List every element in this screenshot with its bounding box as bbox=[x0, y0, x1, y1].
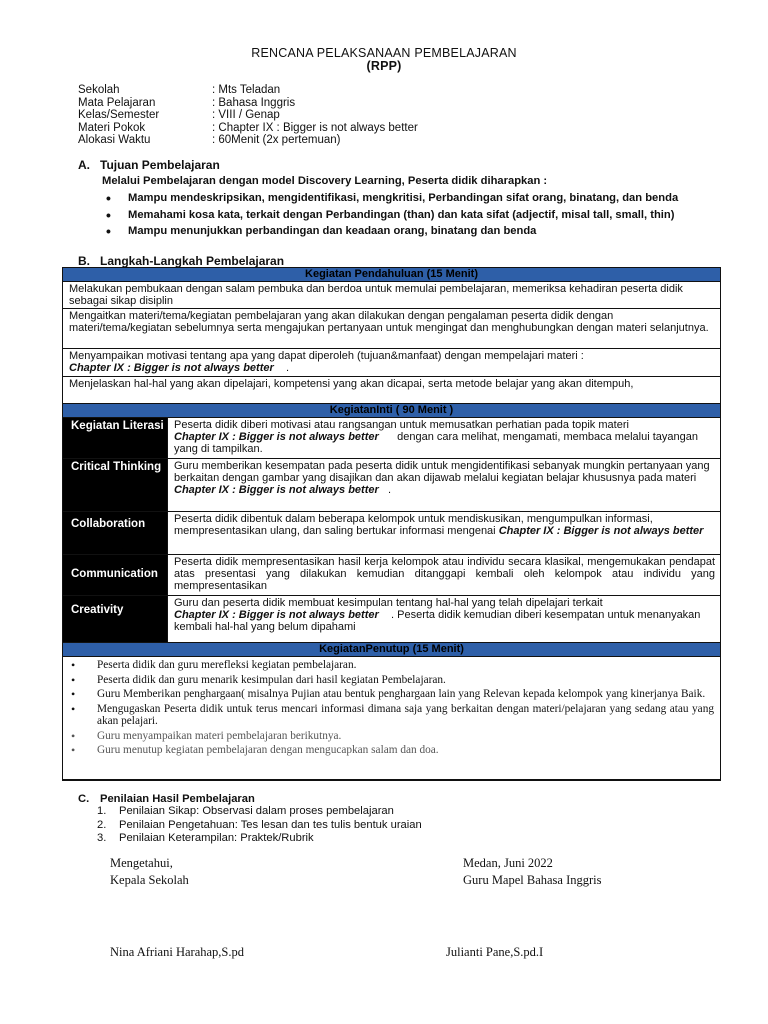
penutup-body bbox=[63, 657, 720, 780]
penutup-item: • Guru Memberikan penghargaan( misalnya Pujian atau bentuk penghargaan lain yang Relevan kepada kelompok yang kinerjanya Baik. bbox=[97, 688, 714, 700]
assessment-number: 2. bbox=[97, 818, 107, 831]
inti-text-part: dengan cara melihat, mengamati, membaca melalui tayangan yang di tampilkan. bbox=[174, 431, 698, 456]
pendahuluan-row bbox=[63, 349, 720, 377]
assessment-number: 1. bbox=[97, 805, 107, 817]
period: . bbox=[286, 362, 290, 375]
assessment-item bbox=[97, 819, 422, 833]
chapter-title: Chapter IX : Bigger is not always better bbox=[498, 525, 704, 538]
signature-left-block bbox=[110, 855, 189, 888]
inti-text-part: Guru memberikan kesempatan pada peserta didik untuk mengidentifikasi sebanyak mungkin pertanyaan yang berkaitan dengan gambar yang disajikan dan akan dijawab melalui kegiatan belajar khususnya pada materi bbox=[174, 460, 710, 485]
signature-left-line1: Mengetahui, bbox=[110, 856, 173, 870]
assessment-text: Penilaian Sikap: Observasi dalam proses pembelajaran bbox=[119, 805, 394, 817]
identity-row bbox=[78, 97, 418, 110]
section-c-title: Penilaian Hasil Pembelajaran bbox=[100, 793, 255, 805]
identity-row bbox=[78, 134, 418, 147]
inti-label: Kegiatan Literasi bbox=[63, 418, 167, 458]
inti-row-creativity bbox=[63, 596, 720, 643]
inti-text-part: . Peserta didik kemudian diberi kesempatan untuk menanyakan kembali hal-hal yang belum dipahami bbox=[174, 609, 701, 634]
identity-value: : Chapter IX : Bigger is not always better bbox=[212, 121, 418, 134]
penutup-item: • Guru menyampaikan materi pembelajaran berikutnya. bbox=[97, 730, 714, 742]
identity-value: : Mts Teladan bbox=[212, 84, 281, 96]
section-b-heading bbox=[78, 254, 284, 268]
objectives-list bbox=[102, 190, 678, 240]
document-title: RENCANA PELAKSANAAN PEMBELAJARAN bbox=[251, 46, 517, 60]
signature-left-line2: Kepala Sekolah bbox=[110, 872, 189, 887]
identity-key: Materi Pokok bbox=[78, 121, 146, 134]
assessment-item bbox=[97, 805, 422, 819]
section-b-letter: B. bbox=[78, 254, 90, 268]
motivation-text: Menyampaikan motivasi tentang apa yang dapat diperoleh (tujuan&manfaat) dengan mempelajari materi : bbox=[69, 350, 584, 362]
objective-item: • Memahami kosa kata, terkait dengan Perbandingan (than) dan kata sifat (adjectif, misal tall, small, thin) bbox=[102, 207, 678, 224]
steps-table bbox=[62, 267, 721, 781]
penutup-item: • Mengugaskan Peserta didik untuk terus mencari informasi dimana saja yang berkaitan dengan materi/pelajaran yang sedang atau yang akan pelajari. bbox=[97, 703, 714, 728]
section-c-heading bbox=[78, 793, 255, 805]
assessment-list bbox=[97, 805, 422, 846]
inti-text-part: Guru dan peserta didik membuat kesimpulan tentang hal-hal yang telah dipelajari terkait bbox=[174, 597, 603, 609]
inti-text: Peserta didik mempresentasikan hasil kerja kelompok atau individu secara klasikal, mengemukakan pendapat atas presentasi yang dilakukan kemudian ditanggapi kembali oleh kelompok atau individu yang mempresentasikan bbox=[167, 555, 720, 595]
inti-label: Communication bbox=[63, 555, 167, 595]
inti-text-part: . bbox=[387, 484, 392, 497]
assessment-text: Penilaian Pengetahuan: Tes lesan dan tes tulis bentuk uraian bbox=[119, 818, 422, 831]
identity-row bbox=[78, 109, 418, 122]
chapter-title: Chapter IX : Bigger is not always better bbox=[174, 609, 379, 622]
inti-label: Critical Thinking bbox=[63, 459, 167, 511]
inti-row-communication bbox=[63, 555, 720, 596]
identity-value: : Bahasa Inggris bbox=[212, 96, 296, 109]
inti-label: Creativity bbox=[63, 596, 167, 642]
assessment-text: Penilaian Keterampilan: Praktek/Rubrik bbox=[119, 832, 314, 844]
identity-block bbox=[78, 84, 418, 147]
pendahuluan-header: Kegiatan Pendahuluan (15 Menit) bbox=[63, 268, 720, 282]
teacher-name: Julianti Pane,S.pd.I bbox=[446, 945, 544, 959]
inti-row-critical bbox=[63, 459, 720, 512]
chapter-title: Chapter IX : Bigger is not always better bbox=[174, 484, 379, 497]
document-subtitle: (RPP) bbox=[366, 59, 402, 73]
objective-item: • Mampu mendeskripsikan, mengidentifikasi, mengkritisi, Perbandingan sifat orang, binatang, dan benda bbox=[102, 190, 678, 207]
assessment-number: 3. bbox=[97, 832, 107, 844]
signature-right-line2: Guru Mapel Bahasa Inggris bbox=[463, 872, 602, 887]
section-a-letter: A. bbox=[78, 158, 90, 172]
pendahuluan-row: Melakukan pembukaan dengan salam pembuka dan berdoa untuk memulai pembelajaran, memeriksa kehadiran peserta didik sebagai sikap disiplin bbox=[63, 282, 720, 309]
inti-text bbox=[167, 418, 720, 458]
identity-key: Alokasi Waktu bbox=[78, 134, 151, 146]
penutup-item: • Peserta didik dan guru menarik kesimpulan dari hasil kegiatan Pembelajaran. bbox=[97, 674, 714, 686]
section-a-intro: Melalui Pembelajaran dengan model Discovery Learning, Peserta didik diharapkan : bbox=[102, 175, 548, 187]
signature-right-block bbox=[463, 855, 602, 888]
signature-right-line1: Medan, Juni 2022 bbox=[463, 856, 553, 870]
section-a-title: Tujuan Pembelajaran bbox=[100, 158, 220, 172]
identity-key: Mata Pelajaran bbox=[78, 96, 156, 109]
identity-row bbox=[78, 122, 418, 135]
identity-key: Kelas/Semester bbox=[78, 109, 160, 121]
pendahuluan-row: Menjelaskan hal-hal yang akan dipelajari, kompetensi yang akan dicapai, serta metode belajar yang akan ditempuh, bbox=[63, 377, 720, 404]
inti-header: KegiatanInti ( 90 Menit ) bbox=[63, 404, 720, 418]
principal-name: Nina Afriani Harahap,S.pd bbox=[110, 945, 244, 959]
chapter-title: Chapter IX : Bigger is not always better bbox=[174, 431, 379, 444]
pendahuluan-row: Mengaitkan materi/tema/kegiatan pembelajaran yang akan dilakukan dengan pengalaman peserta didik dengan materi/tema/kegiatan sebelumnya serta mengajukan pertanyaan untuk mengingat dan menghubungkan dengan materi selanjutnya. bbox=[63, 309, 720, 349]
section-a-heading bbox=[78, 158, 220, 172]
identity-key: Sekolah bbox=[78, 84, 120, 96]
section-c-letter: C. bbox=[78, 793, 90, 805]
section-b-title: Langkah-Langkah Pembelajaran bbox=[100, 254, 285, 268]
chapter-title: Chapter IX : Bigger is not always better bbox=[69, 362, 274, 375]
penutup-item: • Peserta didik dan guru merefleksi kegiatan pembelajaran. bbox=[97, 659, 714, 671]
penutup-item: • Guru menutup kegiatan pembelajaran dengan mengucapkan salam dan doa. bbox=[97, 744, 714, 756]
penutup-header: KegiatanPenutup (15 Menit) bbox=[63, 643, 720, 657]
inti-text-part: Peserta didik diberi motivasi atau rangsangan untuk memusatkan perhatian pada topik materi bbox=[174, 419, 629, 431]
assessment-item bbox=[97, 832, 422, 846]
penutup-list bbox=[97, 659, 714, 757]
objective-item: • Mampu menunjukkan perbandingan dan keadaan orang, binatang dan benda bbox=[102, 223, 678, 240]
identity-row bbox=[78, 84, 418, 97]
identity-value: : VIII / Genap bbox=[212, 109, 280, 121]
identity-value: : 60Menit (2x pertemuan) bbox=[212, 134, 341, 146]
inti-text bbox=[167, 596, 720, 642]
inti-text-part: Peserta didik dibentuk dalam beberapa kelompok untuk mendiskusikan, mengumpulkan informasi, mempresentasikan ulang, dan saling bertukar informasi mengenai bbox=[174, 513, 653, 538]
inti-text bbox=[167, 459, 720, 511]
inti-row-collaboration bbox=[63, 512, 720, 555]
inti-label: Collaboration bbox=[63, 512, 167, 554]
inti-row-literasi bbox=[63, 418, 720, 459]
inti-text bbox=[167, 512, 720, 554]
